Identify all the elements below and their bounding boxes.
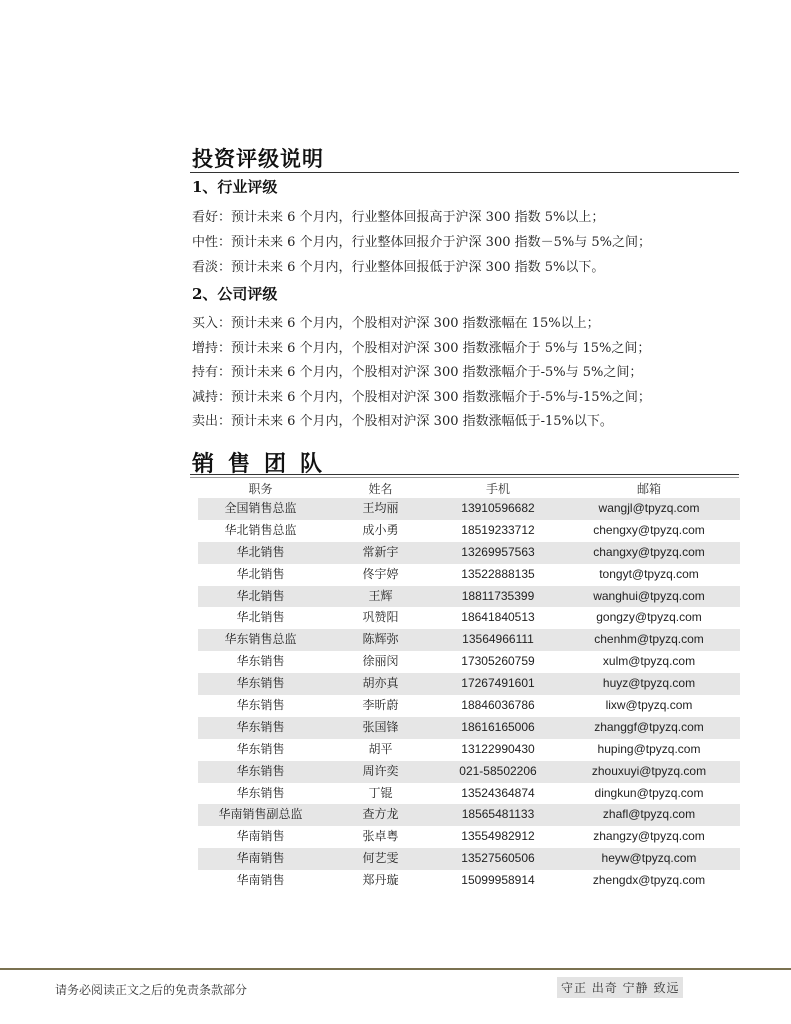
position-cell: 华东销售: [236, 719, 285, 734]
mobile-cell: 13527560506: [461, 851, 535, 866]
table-row: [198, 498, 740, 520]
name-cell: 张卓粤: [362, 829, 399, 844]
position-cell: 华东销售: [236, 698, 285, 713]
table-row: [198, 804, 740, 826]
name-cell: 王均丽: [362, 501, 399, 515]
column-header-position: 职务: [248, 482, 273, 496]
name-cell: 李昕蔚: [362, 698, 399, 713]
email-cell: wanghui@tpyzq.com: [593, 588, 705, 603]
name-cell: 周许奕: [362, 763, 399, 778]
mobile-cell: 13522888135: [461, 566, 535, 581]
column-header-name: 姓名: [368, 482, 393, 496]
table-row: [198, 607, 740, 629]
name-cell: 徐丽闵: [362, 654, 399, 669]
table-row: [198, 542, 740, 564]
email-cell: gongzy@tpyzq.com: [596, 610, 702, 625]
company-rating-heading: 2、公司评级: [192, 285, 278, 303]
company-motto: 守正 出奇 宁静 致远: [557, 977, 683, 998]
email-cell: changxy@tpyzq.com: [593, 544, 705, 559]
email-cell: wangjl@tpyzq.com: [598, 501, 700, 515]
email-cell: huping@tpyzq.com: [597, 741, 701, 756]
sales-team-table: [198, 498, 740, 892]
footer-divider: [0, 968, 791, 970]
table-row: [198, 695, 740, 717]
name-cell: 王辉: [368, 588, 393, 603]
mobile-cell: 18641840513: [461, 610, 535, 625]
name-cell: 巩赞阳: [362, 610, 399, 625]
position-cell: 华北销售: [236, 544, 285, 559]
column-header-mobile: 手机: [485, 482, 510, 496]
name-cell: 胡亦真: [362, 676, 399, 691]
table-row: [198, 651, 740, 673]
team-divider: [190, 474, 739, 475]
position-cell: 华南销售: [236, 829, 285, 844]
mobile-cell: 13554982912: [461, 829, 535, 844]
position-cell: 华北销售: [236, 588, 285, 603]
table-row: [198, 629, 740, 651]
position-cell: 华东销售: [236, 763, 285, 778]
mobile-cell: 18565481133: [461, 807, 535, 822]
table-row: [198, 586, 740, 608]
position-cell: 华北销售: [236, 610, 285, 625]
sales-team-title: 销售团队: [192, 451, 337, 477]
mobile-cell: 13122990430: [461, 741, 535, 756]
table-row: [198, 761, 740, 783]
mobile-cell: 021-58502206: [459, 763, 537, 778]
email-cell: xulm@tpyzq.com: [602, 654, 696, 669]
table-row: [198, 717, 740, 739]
position-cell: 华东销售: [236, 785, 285, 800]
name-cell: 查方龙: [362, 807, 399, 822]
industry-rating-line: 看淡：预计未来 6 个月内，行业整体回报低于沪深 300 指数 5%以下。: [192, 260, 605, 275]
table-row: [198, 783, 740, 805]
mobile-cell: 13269957563: [461, 544, 535, 559]
table-row: [198, 520, 740, 542]
email-cell: heyw@tpyzq.com: [601, 851, 697, 866]
name-cell: 陈辉弥: [362, 632, 399, 647]
mobile-cell: 18616165006: [461, 719, 535, 734]
team-divider-thin: [190, 477, 739, 478]
mobile-cell: 18811735399: [461, 588, 535, 603]
mobile-cell: 18846036786: [461, 698, 535, 713]
email-cell: zhangzy@tpyzq.com: [593, 829, 705, 844]
industry-rating-line: 中性：预计未来 6 个月内，行业整体回报介于沪深 300 指数－5%与 5%之间；: [192, 235, 651, 250]
mobile-cell: 15099958914: [461, 873, 535, 888]
position-cell: 华南销售副总监: [218, 807, 303, 822]
table-row: [198, 673, 740, 695]
email-cell: huyz@tpyzq.com: [602, 676, 696, 691]
position-cell: 全国销售总监: [224, 501, 297, 515]
email-cell: chengxy@tpyzq.com: [593, 522, 705, 537]
mobile-cell: 18519233712: [461, 522, 535, 537]
company-rating-line: 卖出：预计未来 6 个月内，个股相对沪深 300 指数涨幅低于-15%以下。: [192, 414, 613, 429]
position-cell: 华东销售: [236, 741, 285, 756]
position-cell: 华南销售: [236, 851, 285, 866]
company-rating-line: 买入：预计未来 6 个月内，个股相对沪深 300 指数涨幅在 15%以上；: [192, 316, 600, 331]
rating-section-title: 投资评级说明: [192, 146, 324, 171]
mobile-cell: 13910596682: [461, 501, 535, 515]
table-row: [198, 564, 740, 586]
position-cell: 华东销售总监: [224, 632, 297, 647]
mobile-cell: 17305260759: [461, 654, 535, 669]
table-header: [198, 480, 740, 498]
company-rating-line: 持有：预计未来 6 个月内，个股相对沪深 300 指数涨幅介于-5%与 5%之间；: [192, 365, 643, 380]
name-cell: 成小勇: [362, 522, 399, 537]
name-cell: 胡平: [368, 741, 393, 756]
email-cell: zhouxuyi@tpyzq.com: [591, 763, 707, 778]
email-cell: tongyt@tpyzq.com: [599, 566, 699, 581]
email-cell: zhanggf@tpyzq.com: [594, 719, 704, 734]
position-cell: 华东销售: [236, 676, 285, 691]
position-cell: 华南销售: [236, 873, 285, 888]
position-cell: 华北销售: [236, 566, 285, 581]
mobile-cell: 13524364874: [461, 785, 535, 800]
table-row: [198, 870, 740, 892]
table-row: [198, 739, 740, 761]
table-row: [198, 848, 740, 870]
name-cell: 常新宇: [362, 544, 399, 559]
disclaimer-note: 请务必阅读正文之后的免责条款部分: [55, 983, 248, 997]
title-divider: [190, 172, 739, 173]
name-cell: 郑丹璇: [362, 873, 399, 888]
name-cell: 丁锟: [368, 785, 393, 800]
name-cell: 佟宇婷: [362, 566, 399, 581]
table-row: [198, 826, 740, 848]
position-cell: 华北销售总监: [224, 522, 297, 537]
industry-rating-line: 看好：预计未来 6 个月内，行业整体回报高于沪深 300 指数 5%以上；: [192, 210, 605, 225]
email-cell: chenhm@tpyzq.com: [594, 632, 704, 647]
name-cell: 张国锋: [362, 719, 399, 734]
mobile-cell: 13564966111: [462, 632, 534, 647]
email-cell: zhafl@tpyzq.com: [602, 807, 696, 822]
company-rating-line: 减持：预计未来 6 个月内，个股相对沪深 300 指数涨幅介于-5%与-15%之间；: [192, 390, 651, 405]
mobile-cell: 17267491601: [461, 676, 535, 691]
email-cell: lixw@tpyzq.com: [605, 698, 693, 713]
email-cell: dingkun@tpyzq.com: [594, 785, 704, 800]
company-rating-line: 增持：预计未来 6 个月内，个股相对沪深 300 指数涨幅介于 5%与 15%之间；: [192, 341, 651, 356]
position-cell: 华东销售: [236, 654, 285, 669]
industry-rating-heading: 1、行业评级: [192, 178, 278, 196]
name-cell: 何艺雯: [362, 851, 399, 866]
column-header-email: 邮箱: [636, 482, 661, 496]
email-cell: zhengdx@tpyzq.com: [592, 873, 706, 888]
